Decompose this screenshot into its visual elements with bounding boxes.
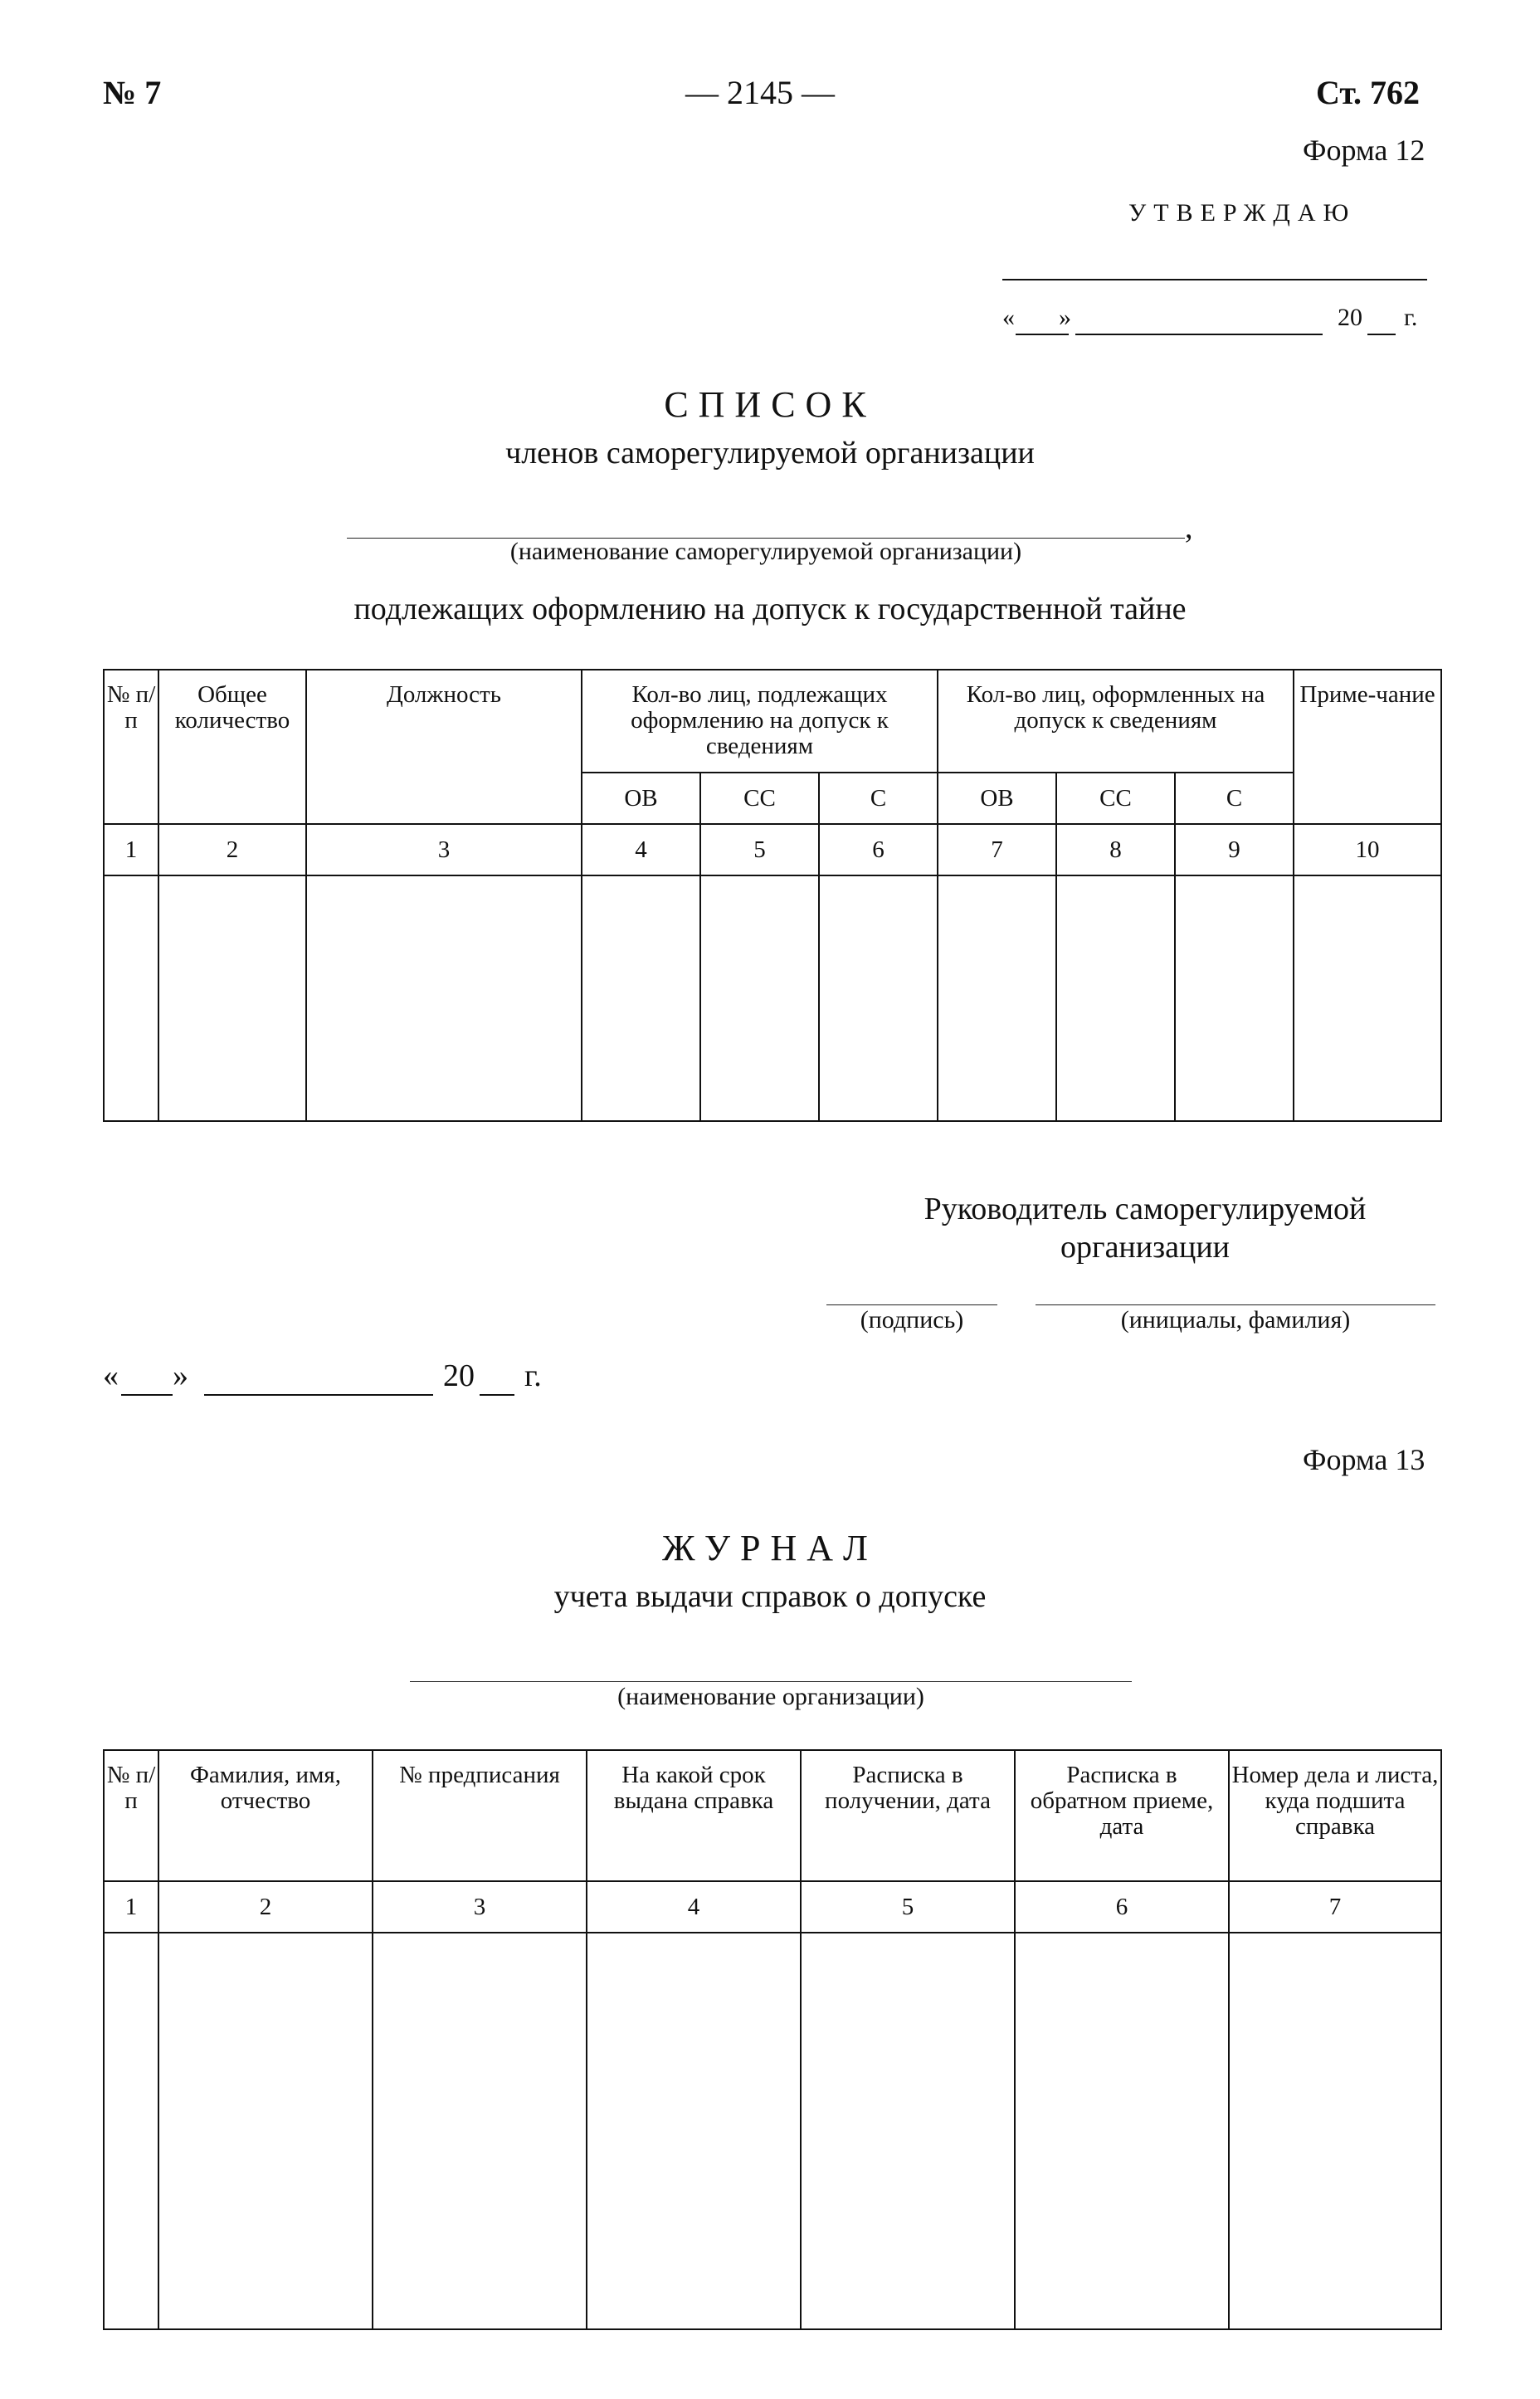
form13-empty-cell[interactable] xyxy=(801,1933,1015,2329)
form12-empty-cell[interactable] xyxy=(1056,875,1175,1121)
form12-subtitle: членов саморегулируемой организации xyxy=(505,436,1035,471)
org-name-line-13 xyxy=(410,1681,1132,1682)
form13-col-number: 6 xyxy=(1015,1881,1229,1933)
form13-empty-cell[interactable] xyxy=(587,1933,801,2329)
form13-header-order: № предписания xyxy=(373,1750,587,1881)
form12-header-num: № п/п xyxy=(104,670,158,824)
form12-sub-ov-2: ОВ xyxy=(938,773,1056,824)
form12-sub-ov-1: ОВ xyxy=(582,773,700,824)
form13-empty-row xyxy=(104,1933,1441,2329)
date-day-line xyxy=(121,1394,173,1396)
form12-table xyxy=(103,669,1442,1122)
approve-label: УТВЕРЖДАЮ xyxy=(1128,199,1357,227)
approve-signature-line xyxy=(1002,279,1427,280)
form12-sub-s-2: С xyxy=(1175,773,1294,824)
form13-empty-cell[interactable] xyxy=(1015,1933,1229,2329)
form12-empty-cell[interactable] xyxy=(700,875,819,1121)
form13-col-number: 2 xyxy=(158,1881,373,1933)
form13-col-number: 4 xyxy=(587,1881,801,1933)
form13-col-number: 5 xyxy=(801,1881,1015,1933)
form12-col-number: 1 xyxy=(104,824,158,875)
page-number: — 2145 — xyxy=(685,74,835,111)
form12-header-position: Должность xyxy=(306,670,582,824)
form12-sub-s-1: С xyxy=(819,773,938,824)
form12-col-number: 8 xyxy=(1056,824,1175,875)
form12-col-number: 2 xyxy=(158,824,306,875)
form12-empty-cell[interactable] xyxy=(938,875,1056,1121)
form12-empty-cell[interactable] xyxy=(104,875,158,1121)
form13-header-num: № п/п xyxy=(104,1750,158,1881)
form13-header-term: На какой срок выдана справка xyxy=(587,1750,801,1881)
approve-date-year-line xyxy=(1367,334,1396,335)
form12-subtitle2: подлежащих оформлению на допуск к государственной тайне xyxy=(353,592,1187,627)
form13-empty-cell[interactable] xyxy=(158,1933,373,2329)
form12-empty-cell[interactable] xyxy=(1294,875,1441,1121)
signature-caption: (подпись) xyxy=(860,1306,964,1334)
form13-subtitle: учета выдачи справок о допуске xyxy=(553,1579,987,1614)
head-title: Руководитель саморегулируемой организации xyxy=(924,1192,1367,1265)
name-caption: (инициалы, фамилия) xyxy=(1120,1306,1351,1334)
form13-col-number: 7 xyxy=(1229,1881,1441,1933)
form13-empty-cell[interactable] xyxy=(373,1933,587,2329)
date-month-line xyxy=(204,1394,433,1396)
form12-sub-ss-2: СС xyxy=(1056,773,1175,824)
form13-col-number: 3 xyxy=(373,1881,587,1933)
approve-date-month-line xyxy=(1075,334,1323,335)
form12-empty-cell[interactable] xyxy=(582,875,700,1121)
form12-col-number: 5 xyxy=(700,824,819,875)
form12-empty-cell[interactable] xyxy=(158,875,306,1121)
form13-header-return: Расписка в обратном приеме, дата xyxy=(1015,1750,1229,1881)
signature-line xyxy=(826,1304,997,1305)
form12-header-note: Приме-чание xyxy=(1294,670,1441,824)
org-name-caption: (наименование саморегулируемой организации) xyxy=(509,538,1022,565)
form12-header-to-process: Кол-во лиц, подлежащих оформлению на допуск к сведениям xyxy=(582,670,938,773)
form12-col-number: 3 xyxy=(306,824,582,875)
date-close-quote: » xyxy=(173,1358,188,1393)
form12-sub-ss-1: СС xyxy=(700,773,819,824)
form13-title: ЖУРНАЛ xyxy=(662,1528,878,1568)
form13-col-number: 1 xyxy=(104,1881,158,1933)
name-line xyxy=(1036,1304,1435,1305)
approve-date-day-line xyxy=(1016,334,1069,335)
form12-header-total: Общее количество xyxy=(158,670,306,824)
issue-number: № 7 xyxy=(103,74,162,111)
form13-header-receipt: Расписка в получении, дата xyxy=(801,1750,1015,1881)
form13-empty-cell[interactable] xyxy=(1229,1933,1441,2329)
approve-date-close-quote: » xyxy=(1059,304,1071,331)
form12-col-number: 10 xyxy=(1294,824,1441,875)
form13-label: Форма 13 xyxy=(1303,1443,1425,1476)
form12-label: Форма 12 xyxy=(1303,134,1425,167)
date-year-suffix: г. xyxy=(524,1358,542,1393)
approve-date-year-prefix: 20 xyxy=(1338,304,1362,331)
approve-date-year-suffix: г. xyxy=(1404,304,1418,331)
form12-col-number: 4 xyxy=(582,824,700,875)
form13-header-fio: Фамилия, имя, отчество xyxy=(158,1750,373,1881)
org-name-comma: , xyxy=(1185,510,1193,545)
org-name-caption-13: (наименование организации) xyxy=(617,1683,924,1710)
form12-empty-row xyxy=(104,875,1441,1121)
form12-col-number: 7 xyxy=(938,824,1056,875)
date-open-quote: « xyxy=(103,1358,119,1393)
date-year-line xyxy=(480,1394,514,1396)
form13-table xyxy=(103,1749,1442,2330)
form12-empty-cell[interactable] xyxy=(819,875,938,1121)
form13-empty-cell[interactable] xyxy=(104,1933,158,2329)
form12-empty-cell[interactable] xyxy=(306,875,582,1121)
form12-header-processed: Кол-во лиц, оформленных на допуск к сведениям xyxy=(938,670,1294,773)
date-year-prefix: 20 xyxy=(443,1358,475,1393)
form12-title: СПИСОК xyxy=(664,384,876,425)
form12-col-number: 9 xyxy=(1175,824,1294,875)
form12-col-number: 6 xyxy=(819,824,938,875)
article-number: Ст. 762 xyxy=(1316,74,1420,111)
approve-date-open-quote: « xyxy=(1002,304,1015,331)
form12-empty-cell[interactable] xyxy=(1175,875,1294,1121)
form13-header-file: Номер дела и листа, куда подшита справка xyxy=(1229,1750,1441,1881)
